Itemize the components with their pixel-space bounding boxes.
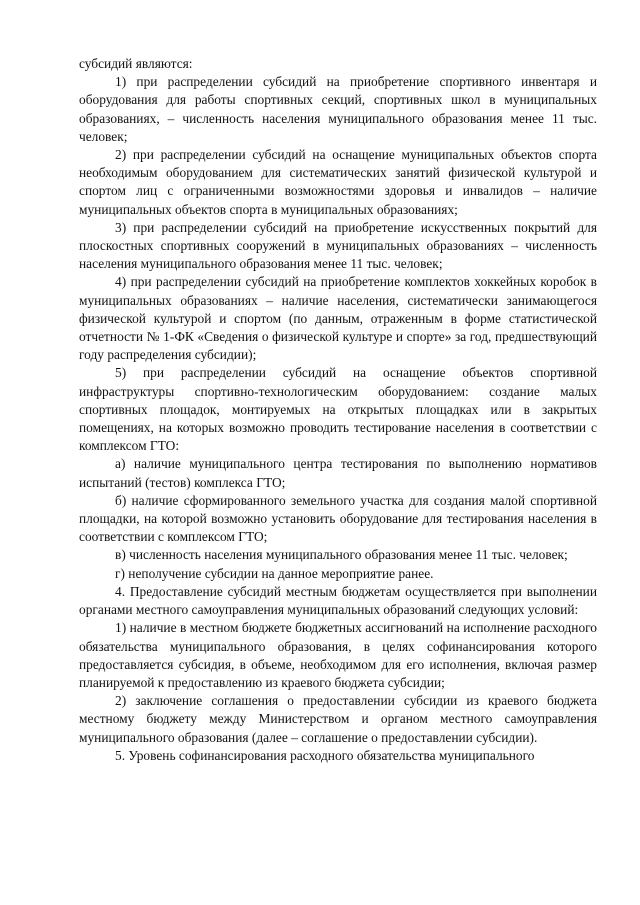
paragraph-subitem-a: а) наличие муниципального центра тестирования по выполнению нормативов испытаний (тестов) комплекса ГТО; <box>79 456 597 490</box>
paragraph-item-2: 2) при распределении субсидий на оснащение муниципальных объектов спорта необходимым оборудованием для систематических занятий физической культурой и спортом лиц с ограниченными возможностями здоровья и инвалидов – наличие муниципальных объектов спорта в муниципальных образованиях; <box>79 147 597 217</box>
paragraph-condition-2: 2) заключение соглашения о предоставлении субсидии из краевого бюджета местному бюджету между Министерством и органом местного самоуправления муниципального образования (далее – соглашение о предоставлении субсидии). <box>79 693 597 745</box>
document-page <box>79 55 597 765</box>
paragraph-section-5: 5. Уровень софинансирования расходного обязательства муниципального <box>115 747 535 763</box>
paragraph-item-4: 4) при распределении субсидий на приобретение комплектов хоккейных коробок в муниципальных образованиях – наличие населения, систематически занимающегося физической культурой и спортом (по данным, отраженным в форме статистической отчетности № 1-ФК «Сведения о физической культуре и спорте» за год, предшествующий году распределения субсидии); <box>79 274 597 363</box>
paragraph-section-4: 4. Предоставление субсидий местным бюджетам осуществляется при выполнении органами местного самоуправления муниципальных образований следующих условий: <box>79 583 597 618</box>
paragraph-item-3: 3) при распределении субсидий на приобретение искусственных покрытий для плоскостных спортивных сооружений в муниципальных образованиях – численность населения муниципального образования менее 11 тыс. человек; <box>79 219 597 272</box>
paragraph-subitem-g: г) неполучение субсидии на данное мероприятие ранее. <box>115 565 434 581</box>
paragraph-item-1: 1) при распределении субсидий на приобретение спортивного инвентаря и оборудования для работы спортивных секций, спортивных школ в муниципальных образованиях, – численность населения муниципального образования менее 11 тыс. человек; <box>79 74 597 144</box>
paragraph-item-5: 5) при распределении субсидий на оснащение объектов спортивной инфраструктуры спортивно-технологическим оборудованием: создание малых спортивных площадок, монтируемых на открытых площадках или в закрытых помещениях, на которых возможно проводить тестирование населения в соответствии с комплексом ГТО: <box>79 365 597 454</box>
paragraph-subitem-v: в) численность населения муниципального образования менее 11 тыс. человек; <box>115 547 568 563</box>
paragraph-intro: субсидий являются: <box>79 56 193 71</box>
paragraph-condition-1: 1) наличие в местном бюджете бюджетных ассигнований на исполнение расходного обязательства муниципального образования, в целях софинансирования которого предоставляется субсидия, в объеме, необходимом для его исполнения, включая размер планируемой к предоставлению из краевого бюджета субсидии; <box>79 620 597 690</box>
paragraph-subitem-b: б) наличие сформированного земельного участка для создания малой спортивной площадки, на которой возможно установить оборудование для тестирования населения в соответствии с комплексом ГТО; <box>79 492 597 545</box>
